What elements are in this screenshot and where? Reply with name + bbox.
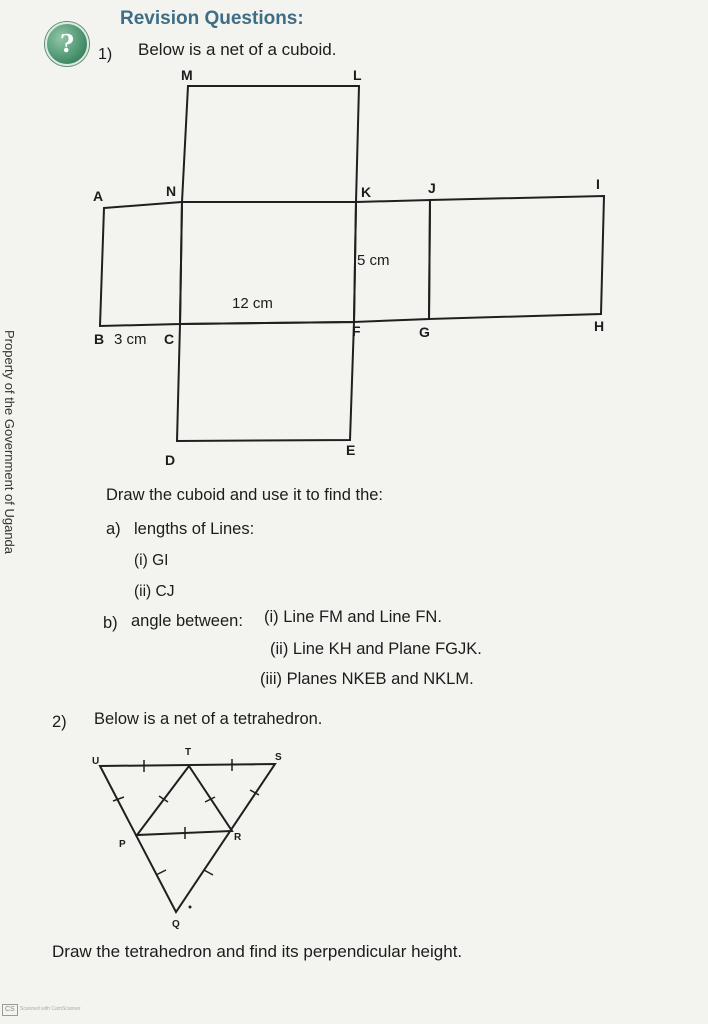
vertex-label-a: A xyxy=(93,188,104,204)
stray-dot xyxy=(189,906,192,909)
vertex-label-k: K xyxy=(361,184,372,200)
tick-mark xyxy=(156,870,166,875)
part-b-item-1: (i) Line FM and Line FN. xyxy=(264,608,442,626)
part-b-item-2: (ii) Line KH and Plane FGJK. xyxy=(270,640,482,658)
part-b-label: b) xyxy=(103,614,118,632)
vertex-label-h: H xyxy=(594,318,605,334)
vertex-label-u: U xyxy=(92,756,100,767)
vertex-label-g: G xyxy=(419,324,430,340)
question-1-number: 1) xyxy=(98,46,113,63)
vertex-label-t: T xyxy=(185,747,192,758)
vertex-label-m: M xyxy=(181,67,193,83)
vertex-label-e: E xyxy=(346,442,356,458)
question-2-instruction: Draw the tetrahedron and find its perpendicular height. xyxy=(52,942,463,961)
vertex-label-f: F xyxy=(352,323,361,339)
vertex-label-r: R xyxy=(234,832,242,843)
vertex-label-q: Q xyxy=(172,919,180,930)
net-outer-triangle xyxy=(100,764,275,912)
tetrahedron-net-vertex-labels xyxy=(92,747,282,930)
vertex-label-b: B xyxy=(94,331,105,347)
question-1-instruction: Draw the cuboid and use it to find the: xyxy=(106,486,384,504)
scanner-text: Scanned with CamScanner xyxy=(20,1006,81,1012)
part-b-text: angle between: xyxy=(131,612,243,630)
vertex-label-d: D xyxy=(165,452,176,468)
scanner-logo: CS xyxy=(2,1004,18,1016)
question-2-number: 2) xyxy=(52,713,67,731)
vertex-label-c: C xyxy=(164,331,175,347)
vertex-label-s: S xyxy=(275,752,282,763)
dimension-length: 12 cm xyxy=(232,295,273,312)
part-a-item-1: (i) GI xyxy=(134,552,169,569)
section-title: Revision Questions: xyxy=(120,8,304,29)
vertex-label-i: I xyxy=(596,176,600,192)
vertex-label-p: P xyxy=(119,839,126,850)
dimension-height: 5 cm xyxy=(357,252,390,269)
part-a-text: lengths of Lines: xyxy=(134,520,255,538)
equal-length-tick-marks xyxy=(113,759,259,875)
part-b-item-3: (iii) Planes NKEB and NKLM. xyxy=(260,670,474,688)
tetrahedron-net-lines xyxy=(100,764,275,912)
vertex-label-n: N xyxy=(166,183,177,199)
tick-mark xyxy=(204,870,213,875)
part-a-label: a) xyxy=(106,520,121,538)
side-watermark-text: Property of the Government of Uganda xyxy=(2,330,17,555)
vertex-label-l: L xyxy=(353,67,362,83)
net-inner-triangle xyxy=(137,766,232,835)
question-2-prompt: Below is a net of a tetrahedron. xyxy=(94,710,323,728)
question-1-prompt: Below is a net of a cuboid. xyxy=(138,40,337,59)
question-mark-icon: ? xyxy=(45,22,89,66)
dimension-width: 3 cm xyxy=(114,331,147,348)
part-a-item-2: (ii) CJ xyxy=(134,583,175,600)
vertex-label-j: J xyxy=(428,180,436,196)
